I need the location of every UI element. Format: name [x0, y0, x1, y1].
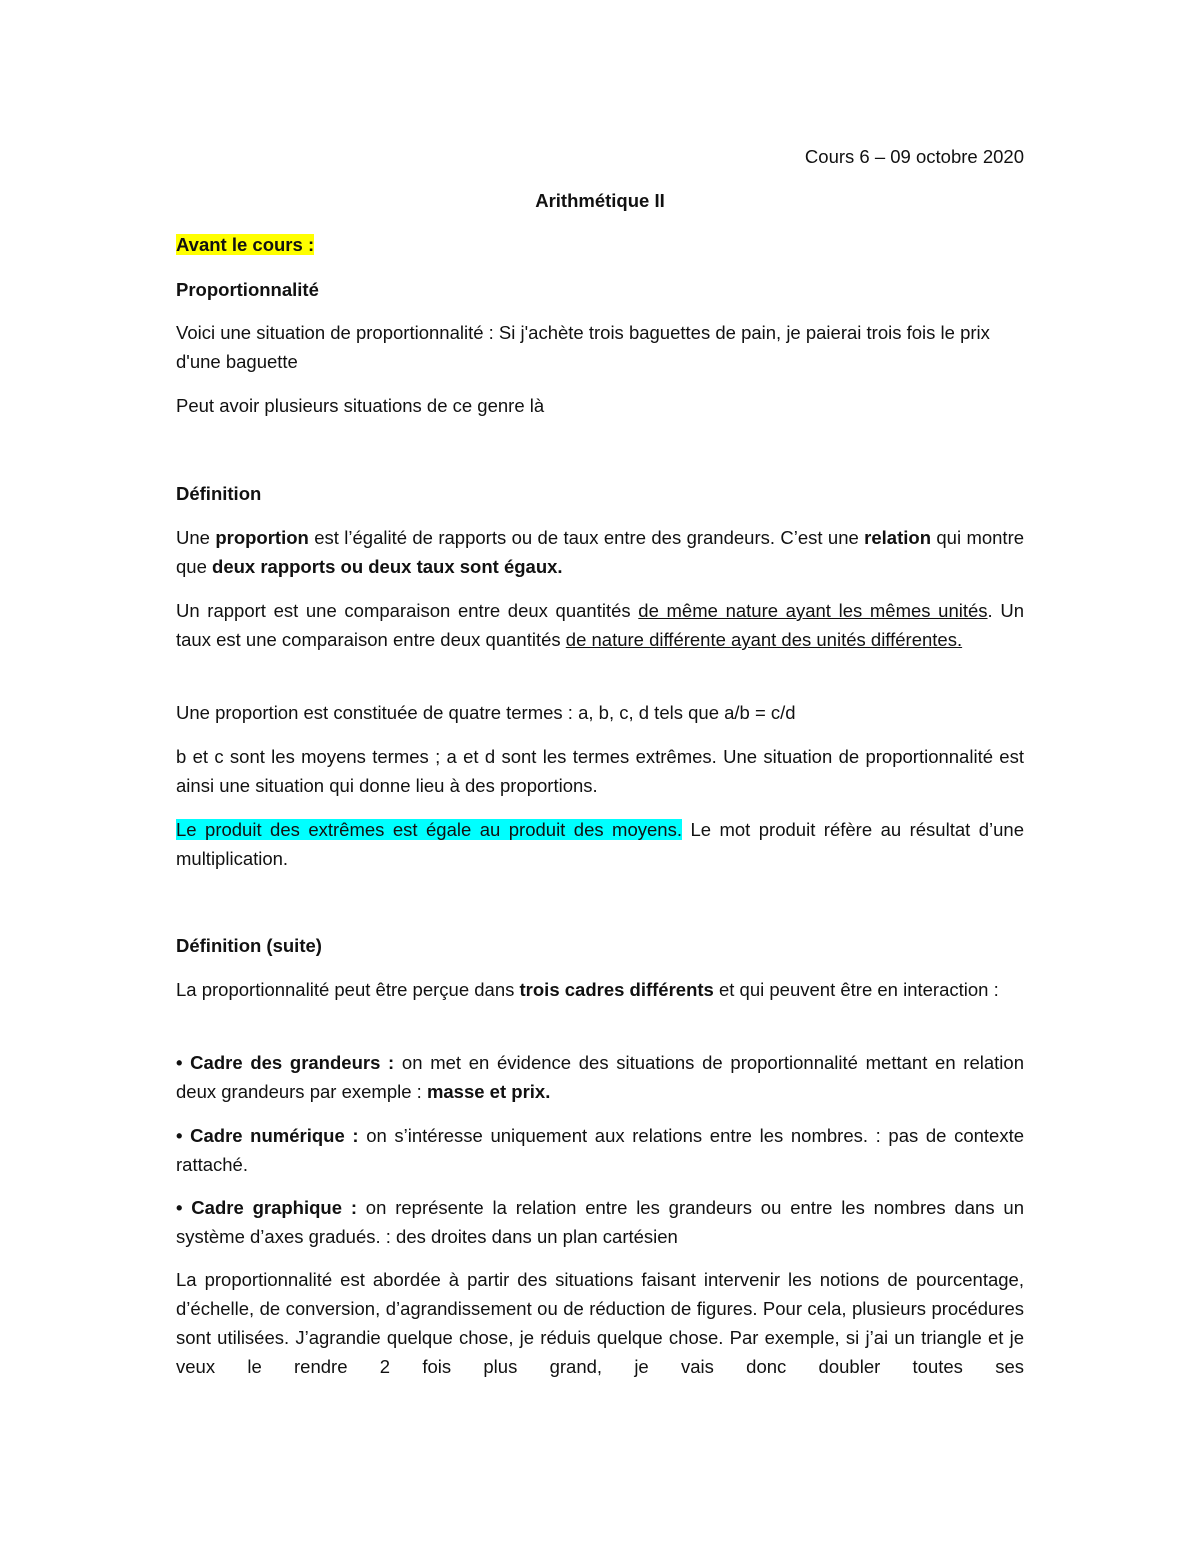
- paragraph-proportion-definition: Une proportion est l’égalité de rapports ou de taux entre des grandeurs. C’est une relation qui montre que deux rapports ou deux taux sont égaux.: [176, 527, 1025, 577]
- list-item-cadre-numerique: • Cadre numérique : on s’intéresse uniquement aux relations entre les nombres. : pas de contexte rattaché.: [176, 1125, 1025, 1175]
- bullet-icon: •: [176, 1052, 183, 1073]
- list-item-cadre-grandeurs: • Cadre des grandeurs : on met en évidence des situations de proportionnalité mettant en relation deux grandeurs par exemple : masse et prix.: [176, 1052, 1024, 1102]
- bullet-icon: •: [176, 1197, 183, 1218]
- date-line: Cours 6 – 09 octobre 2020: [804, 146, 1024, 167]
- highlighted-statement: Le produit des extrêmes est égale au produit des moyens.: [176, 819, 682, 840]
- before-course-label: [176, 230, 1024, 259]
- section-heading-definition: Définition: [176, 483, 262, 504]
- document-title: Arithmétique II: [535, 190, 665, 211]
- paragraph-moyens-extremes: b et c sont les moyens termes ; a et d sont les termes extrêmes. Une situation de proportionnalité est ainsi une situation qui donne lieu à des proportions.: [176, 746, 1024, 796]
- section-heading-definition-suite: Définition (suite): [176, 935, 322, 956]
- list-item-cadre-graphique: • Cadre graphique : on représente la relation entre les grandeurs ou entre les nombres dans un système d’axes gradués. : des droites dans un plan cartésien: [176, 1197, 1024, 1247]
- highlighted-label: Avant le cours :: [176, 234, 315, 255]
- paragraph-trois-cadres: La proportionnalité peut être perçue dans trois cadres différents et qui peuvent être en interaction :: [176, 979, 999, 1000]
- paragraph-rapport-taux: Un rapport est une comparaison entre deux quantités de même nature ayant les mêmes unités. Un taux est une comparaison entre deux quantités de nature différente ayant des unités différentes.: [176, 600, 1024, 650]
- paragraph-plusieurs: Peut avoir plusieurs situations de ce genre là: [176, 395, 545, 416]
- section-heading-proportionnalite: Proportionnalité: [176, 279, 319, 300]
- paragraph-produit: Le produit des extrêmes est égale au produit des moyens. Le mot produit réfère au résultat d’une multiplication.: [176, 819, 1024, 869]
- paragraph-procedures: La proportionnalité est abordée à partir des situations faisant intervenir les notions de pourcentage, d’échelle, de conversion, d’agrandissement ou de réduction de figures. Pour cela, plusieurs procédures sont utilisées. J’agrandie quelque chose, je réduis quelque chose. Par exemple, si j’ai un triangle et je veux le rendre 2 fois plus grand, je vais donc doubler toutes ses: [176, 1269, 1024, 1377]
- paragraph-situation: Voici une situation de proportionnalité : Si j'achète trois baguettes de pain, je paierai trois fois le prix d'une baguette: [176, 322, 990, 372]
- bullet-icon: •: [176, 1125, 183, 1146]
- paragraph-quatre-termes: Une proportion est constituée de quatre termes : a, b, c, d tels que a/b = c/d: [176, 702, 796, 723]
